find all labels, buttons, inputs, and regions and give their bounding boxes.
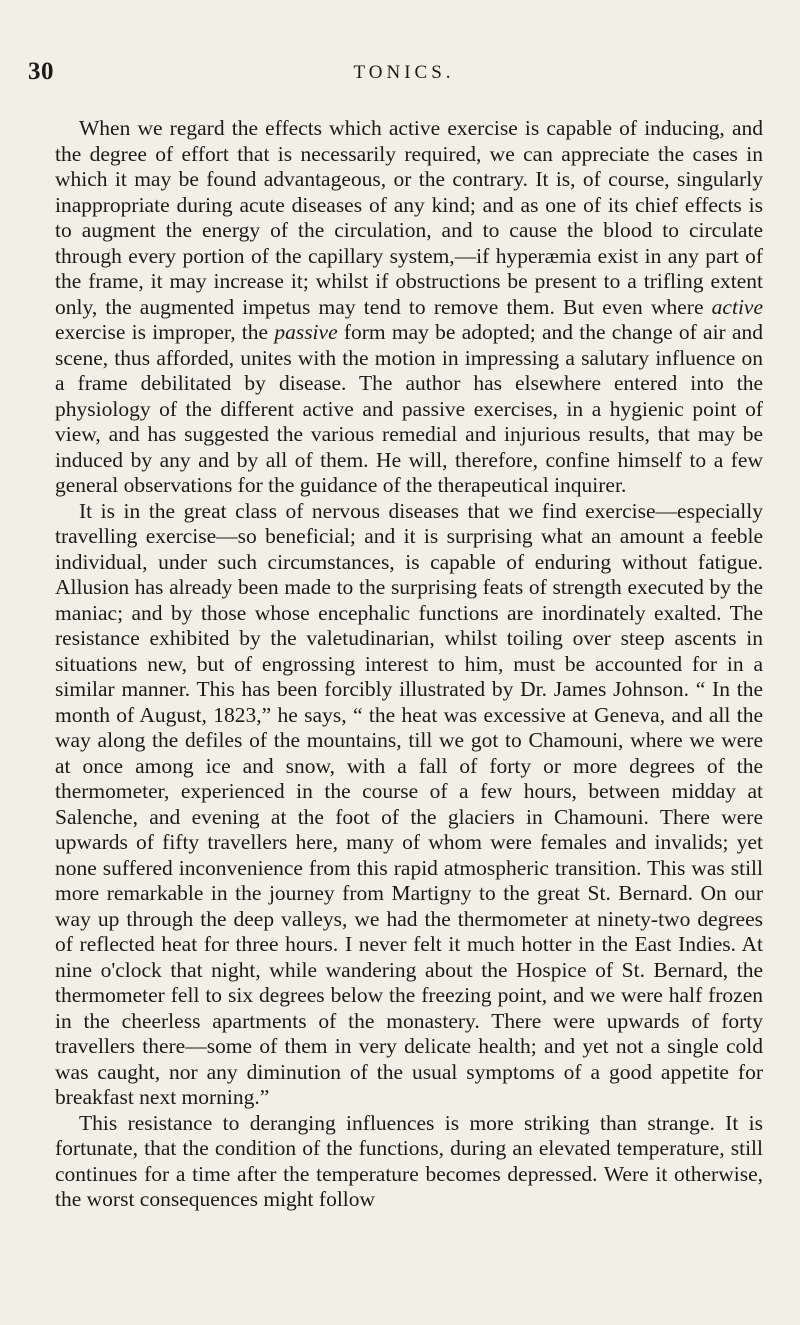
running-title: TONICS. <box>353 62 455 83</box>
page-number: 30 <box>28 58 54 85</box>
paragraph-1-text-a: When we regard the effects which active exercise is capable of inducing, and the degree of effort that is necessarily required, we can appreciate the cases in which it may be found advantageous, or the contrary. It is, of course, singularly inappropriate during acute diseases of any kind; and as one of its chief effects is to augment the energy of the circulation, and to cause the blood to circulate through every portion of the capillary system,—if hyperæmia exist in any part of the frame, it may increase it; whilst if obstructions be present to a trifling extent only, the augmented impetus may tend to remove them. But even where <box>55 116 763 319</box>
paragraph-1-text-b: exercise is improper, the <box>55 320 275 344</box>
paragraph-1-emphasis-active: active <box>711 294 763 319</box>
paragraph-1 <box>55 116 763 499</box>
paragraph-1-text-c: form may be adopted; and the change of air and scene, thus afforded, unites with the motion in impressing a salutary influence on a frame debilitated by disease. The author has elsewhere entered into the physiology of the different active and passive exercises, in a hygienic point of view, and has suggested the various remedial and injurious results, that may be induced by any and by all of them. He will, therefore, confine himself to a few general observations for the guidance of the therapeutical inquirer. <box>55 320 763 497</box>
paragraph-3: This resistance to deranging influences is more striking than strange. It is fortunate, that the condition of the functions, during an elevated temperature, still continues for a time after the temperature becomes depressed. Were it otherwise, the worst consequences might follow <box>55 1110 763 1211</box>
paragraph-2: It is in the great class of nervous diseases that we find exercise—especially travelling exercise—so beneficial; and it is surprising what an amount a feeble individual, under such circumstances, is capable of enduring without fatigue. Allusion has already been made to the surprising feats of strength executed by the maniac; and by those whose encephalic functions are inordinately exalted. The resistance exhibited by the valetudinarian, whilst toiling over steep ascents in situations new, but of engrossing interest to him, must be accounted for in a similar manner. This has been forcibly illustrated by Dr. James Johnson. “ In the month of August, 1823,” he says, “ the heat was excessive at Geneva, and all the way along the defiles of the mountains, till we got to Chamouni, where we were at once among ice and snow, with a fall of forty or more degrees of the thermometer, experienced in the course of a few hours, between midday at Salenche, and evening at the foot of the glaciers in Chamouni. There were upwards of fifty travellers here, many of whom were females and invalids; yet none suffered inconvenience from this rapid atmospheric transition. This was still more remarkable in the journey from Martigny to the great St. Bernard. On our way up through the deep valleys, we had the thermometer at ninety-two degrees of reflected heat for three hours. I never felt it much hotter in the East Indies. At nine o'clock that night, while wandering about the Hospice of St. Bernard, the thermometer fell to six degrees below the freezing point, and we were half frozen in the cheerless apartments of the monastery. There were upwards of forty travellers there—some of them in very delicate health; and yet not a single cold was caught, nor any diminution of the usual symptoms of a good appetite for breakfast next morning.” <box>55 498 763 1109</box>
running-head <box>28 58 760 88</box>
paragraph-1-emphasis-passive: passive <box>274 320 338 344</box>
body-text <box>55 116 763 1213</box>
